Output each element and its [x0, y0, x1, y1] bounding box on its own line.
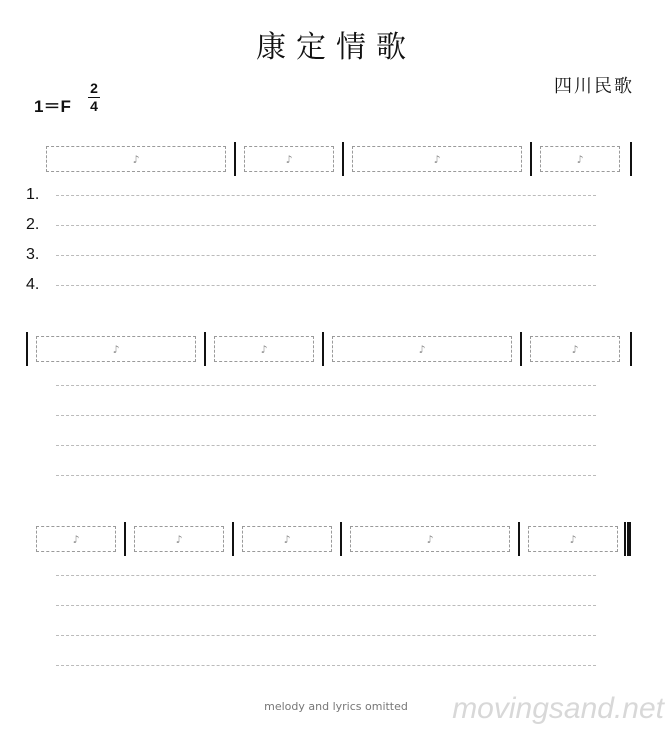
- measure-placeholder: ♪: [244, 146, 334, 172]
- notation-row: [26, 520, 646, 560]
- lyric-placeholder: [56, 284, 596, 286]
- barline: [340, 522, 342, 556]
- lyric-placeholder: [56, 574, 596, 576]
- notation-row: [26, 330, 646, 370]
- lyric-placeholder: [56, 604, 596, 606]
- notation-row: [26, 140, 646, 180]
- system-3: [26, 520, 646, 680]
- measure-placeholder: ♪: [530, 336, 620, 362]
- verse-row: [26, 650, 646, 680]
- barline: [530, 142, 532, 176]
- lyric-placeholder: [56, 254, 596, 256]
- lyric-placeholder: [56, 414, 596, 416]
- measure-placeholder: ♪: [540, 146, 620, 172]
- verse-row: [26, 400, 646, 430]
- attribution: 四川民歌: [554, 76, 634, 97]
- barline: [232, 522, 234, 556]
- omission-note: melody and lyrics omitted: [264, 700, 408, 713]
- verse-row: [26, 370, 646, 400]
- measure-placeholder: ♪: [350, 526, 510, 552]
- lyric-placeholder: [56, 664, 596, 666]
- verse-number: 1.: [26, 186, 40, 203]
- barline: [342, 142, 344, 176]
- lyric-placeholder: [56, 444, 596, 446]
- verse-row: [26, 180, 646, 210]
- system-2: [26, 330, 646, 490]
- system-1: [26, 140, 646, 300]
- verse-number: 4.: [26, 276, 40, 293]
- verse-number: 2.: [26, 216, 40, 233]
- verse-row: [26, 210, 646, 240]
- measure-placeholder: ♪: [528, 526, 618, 552]
- verse-row: [26, 620, 646, 650]
- barline: [26, 332, 28, 366]
- verse-row: [26, 240, 646, 270]
- watermark: movingsand.net: [452, 692, 664, 725]
- verse-row: [26, 430, 646, 460]
- measure-placeholder: ♪: [332, 336, 512, 362]
- barline: [234, 142, 236, 176]
- barline: [630, 142, 632, 176]
- barline: [630, 332, 632, 366]
- page-title: 康定情歌: [256, 30, 416, 65]
- verse-number: 3.: [26, 246, 40, 263]
- verse-row: [26, 590, 646, 620]
- verse-row: [26, 460, 646, 490]
- measure-placeholder: ♪: [36, 336, 196, 362]
- barline: [520, 332, 522, 366]
- barline: [124, 522, 126, 556]
- verse-row: [26, 270, 646, 300]
- time-signature: [88, 80, 100, 115]
- barline: [518, 522, 520, 556]
- lyric-placeholder: [56, 474, 596, 476]
- measure-placeholder: ♪: [214, 336, 314, 362]
- lyric-placeholder: [56, 384, 596, 386]
- lyric-placeholder: [56, 194, 596, 196]
- measure-placeholder: ♪: [242, 526, 332, 552]
- measure-placeholder: ♪: [134, 526, 224, 552]
- measure-placeholder: ♪: [46, 146, 226, 172]
- key-signature: 1＝F: [34, 97, 71, 116]
- lyric-placeholder: [56, 634, 596, 636]
- measure-placeholder: ♪: [36, 526, 116, 552]
- final-barline: [624, 522, 631, 556]
- lyric-placeholder: [56, 224, 596, 226]
- verse-row: [26, 560, 646, 590]
- time-signature-top: 2: [90, 80, 98, 96]
- measure-placeholder: ♪: [352, 146, 522, 172]
- time-signature-bottom: 4: [90, 98, 98, 114]
- barline: [204, 332, 206, 366]
- barline: [322, 332, 324, 366]
